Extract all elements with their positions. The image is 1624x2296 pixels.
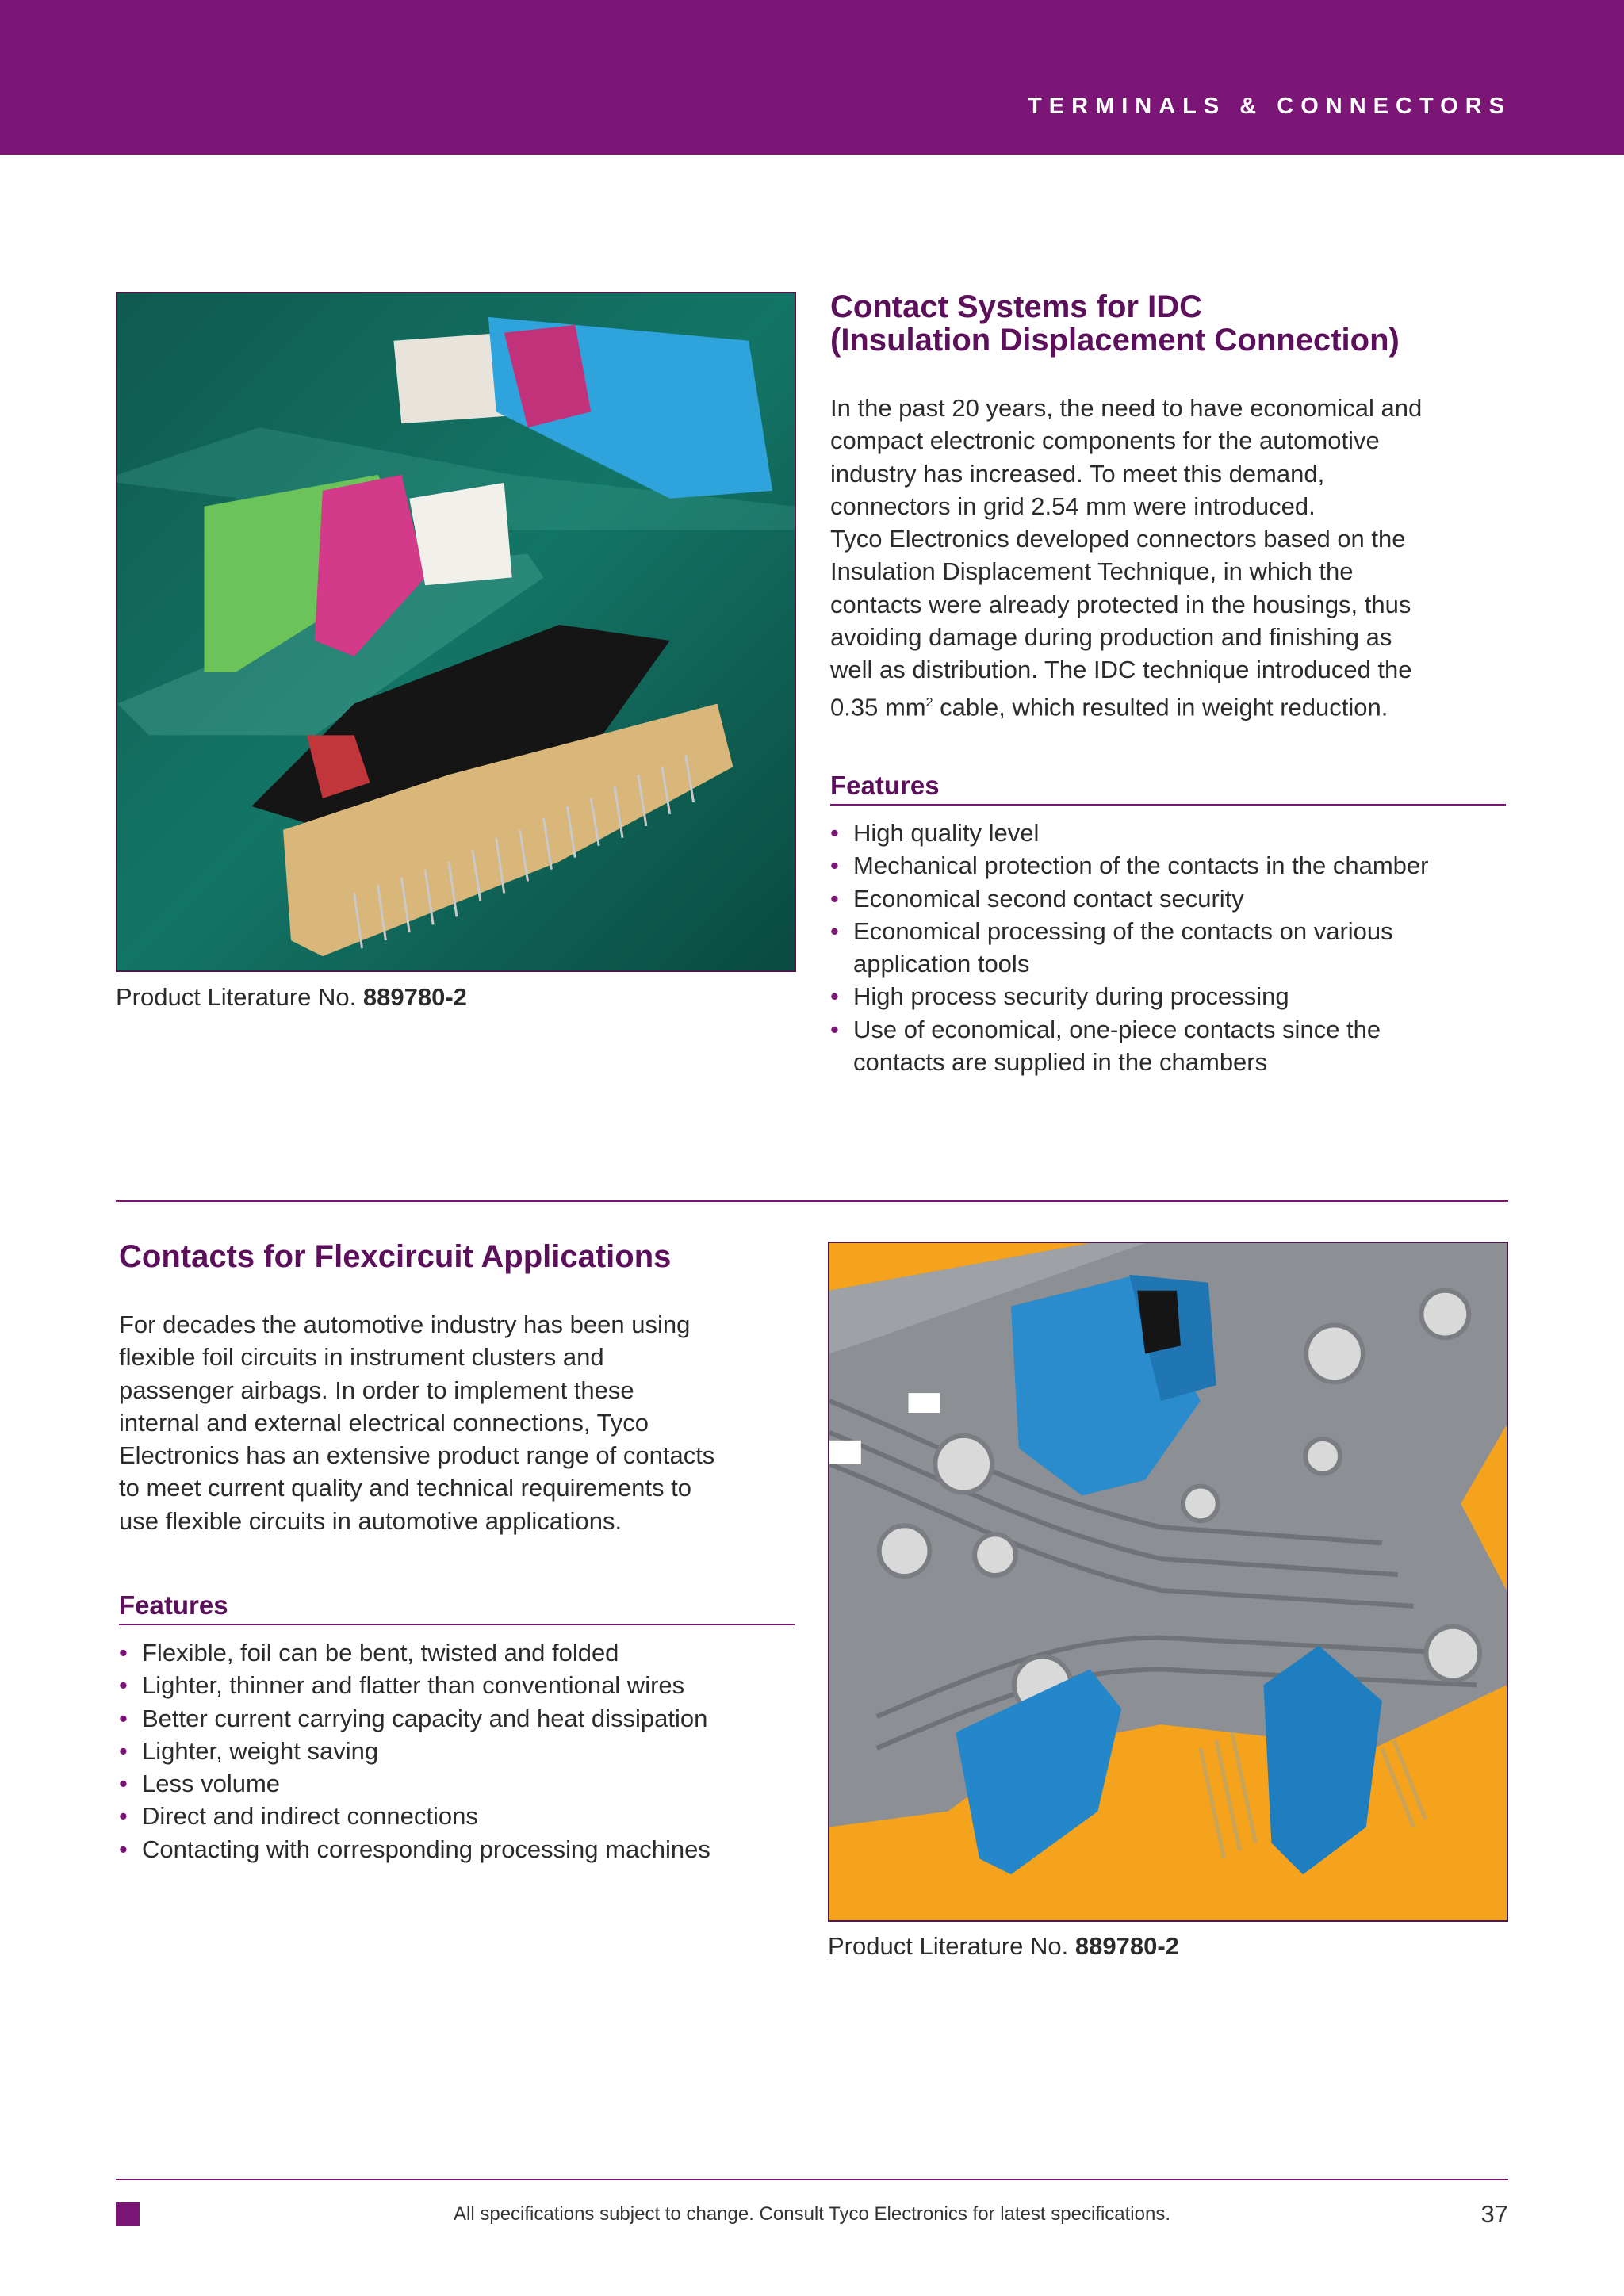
header-band (0, 0, 1624, 155)
feature-item: • High quality level (830, 817, 1512, 849)
title-line: Contact Systems for IDC (830, 289, 1202, 324)
body-text-part: cable, which resulted in weight reduction. (933, 693, 1388, 721)
idc-photo-caption (116, 983, 467, 1012)
body-line: internal and external electrical connections, Tyco (119, 1408, 649, 1437)
body-text-part: 0.35 mm (830, 693, 926, 721)
footer-rule (116, 2179, 1508, 2180)
body-line: compact electronic components for the automotive (830, 427, 1380, 455)
feature-item: • High process security during processing (830, 980, 1512, 1012)
features-heading-flexcircuit: Features (119, 1590, 795, 1625)
feature-item: • Direct and indirect connections (119, 1800, 817, 1832)
body-line: passenger airbags. In order to implement these (119, 1376, 634, 1404)
body-line: In the past 20 years, the need to have economical and (830, 394, 1423, 422)
body-line: Electronics has an extensive product range of contacts (119, 1441, 715, 1470)
idc-connectors-photo (116, 292, 796, 972)
body-line: Tyco Electronics developed connectors based on the (830, 525, 1406, 553)
feature-item: • Better current carrying capacity and heat dissipation (119, 1702, 817, 1735)
features-list-idc (830, 817, 1512, 1078)
body-line: contacts were already protected in the housings, thus (830, 590, 1411, 618)
section-title-flexcircuit: Contacts for Flexcircuit Applications (119, 1239, 672, 1274)
flexcircuit-body-text (119, 1308, 809, 1537)
body-line: For decades the automotive industry has been using (119, 1311, 691, 1338)
page-number: 37 (1480, 2200, 1508, 2228)
body-line: flexible foil circuits in instrument clusters and (119, 1343, 604, 1372)
footer-note: All specifications subject to change. Consult Tyco Electronics for latest specifications. (454, 2203, 1170, 2225)
feature-item: • Flexible, foil can be bent, twisted and folded (119, 1636, 817, 1669)
feature-item: • Economical processing of the contacts on various application tools (830, 915, 1457, 981)
feature-item: • Mechanical protection of the contacts in the chamber (830, 849, 1512, 882)
features-list-flexcircuit (119, 1636, 817, 1866)
flexcircuit-photo-caption (828, 1932, 1179, 1961)
feature-item: • Contacting with corresponding processing machines (119, 1833, 817, 1866)
body-line: avoiding damage during production and finishing as (830, 623, 1392, 652)
body-line (830, 687, 1544, 724)
body-line: to meet current quality and technical requirements to (119, 1474, 691, 1502)
header-title: TERMINALS & CONNECTORS (1028, 94, 1511, 119)
section-title-idc (830, 290, 1400, 357)
product-literature-number: 889780-2 (362, 983, 467, 1011)
feature-item: • Economical second contact security (830, 882, 1512, 915)
body-line: Insulation Displacement Technique, in which the (830, 557, 1354, 586)
feature-item: • Use of economical, one-piece contacts since the contacts are supplied in the chambers (830, 1013, 1449, 1079)
features-heading-idc: Features (830, 771, 1506, 806)
product-literature-number: 889780-2 (1074, 1932, 1179, 1960)
body-line: industry has increased. To meet this demand, (830, 459, 1325, 488)
feature-item: • Lighter, thinner and flatter than conventional wires (119, 1669, 817, 1701)
caption-prefix: Product Literature No. (116, 983, 357, 1011)
body-line: use flexible circuits in automotive applications. (119, 1506, 622, 1535)
feature-item: • Lighter, weight saving (119, 1735, 817, 1767)
superscript: 2 (925, 695, 933, 710)
body-line: well as distribution. The IDC technique introduced the (830, 656, 1412, 684)
flexcircuit-contacts-photo (828, 1242, 1508, 1922)
idc-body-text (830, 392, 1544, 723)
caption-prefix: Product Literature No. (828, 1932, 1069, 1960)
feature-item: • Less volume (119, 1767, 817, 1800)
body-line: connectors in grid 2.54 mm were introduced. (830, 492, 1316, 520)
title-line: (Insulation Displacement Connection) (830, 323, 1400, 358)
section-divider (116, 1200, 1508, 1202)
